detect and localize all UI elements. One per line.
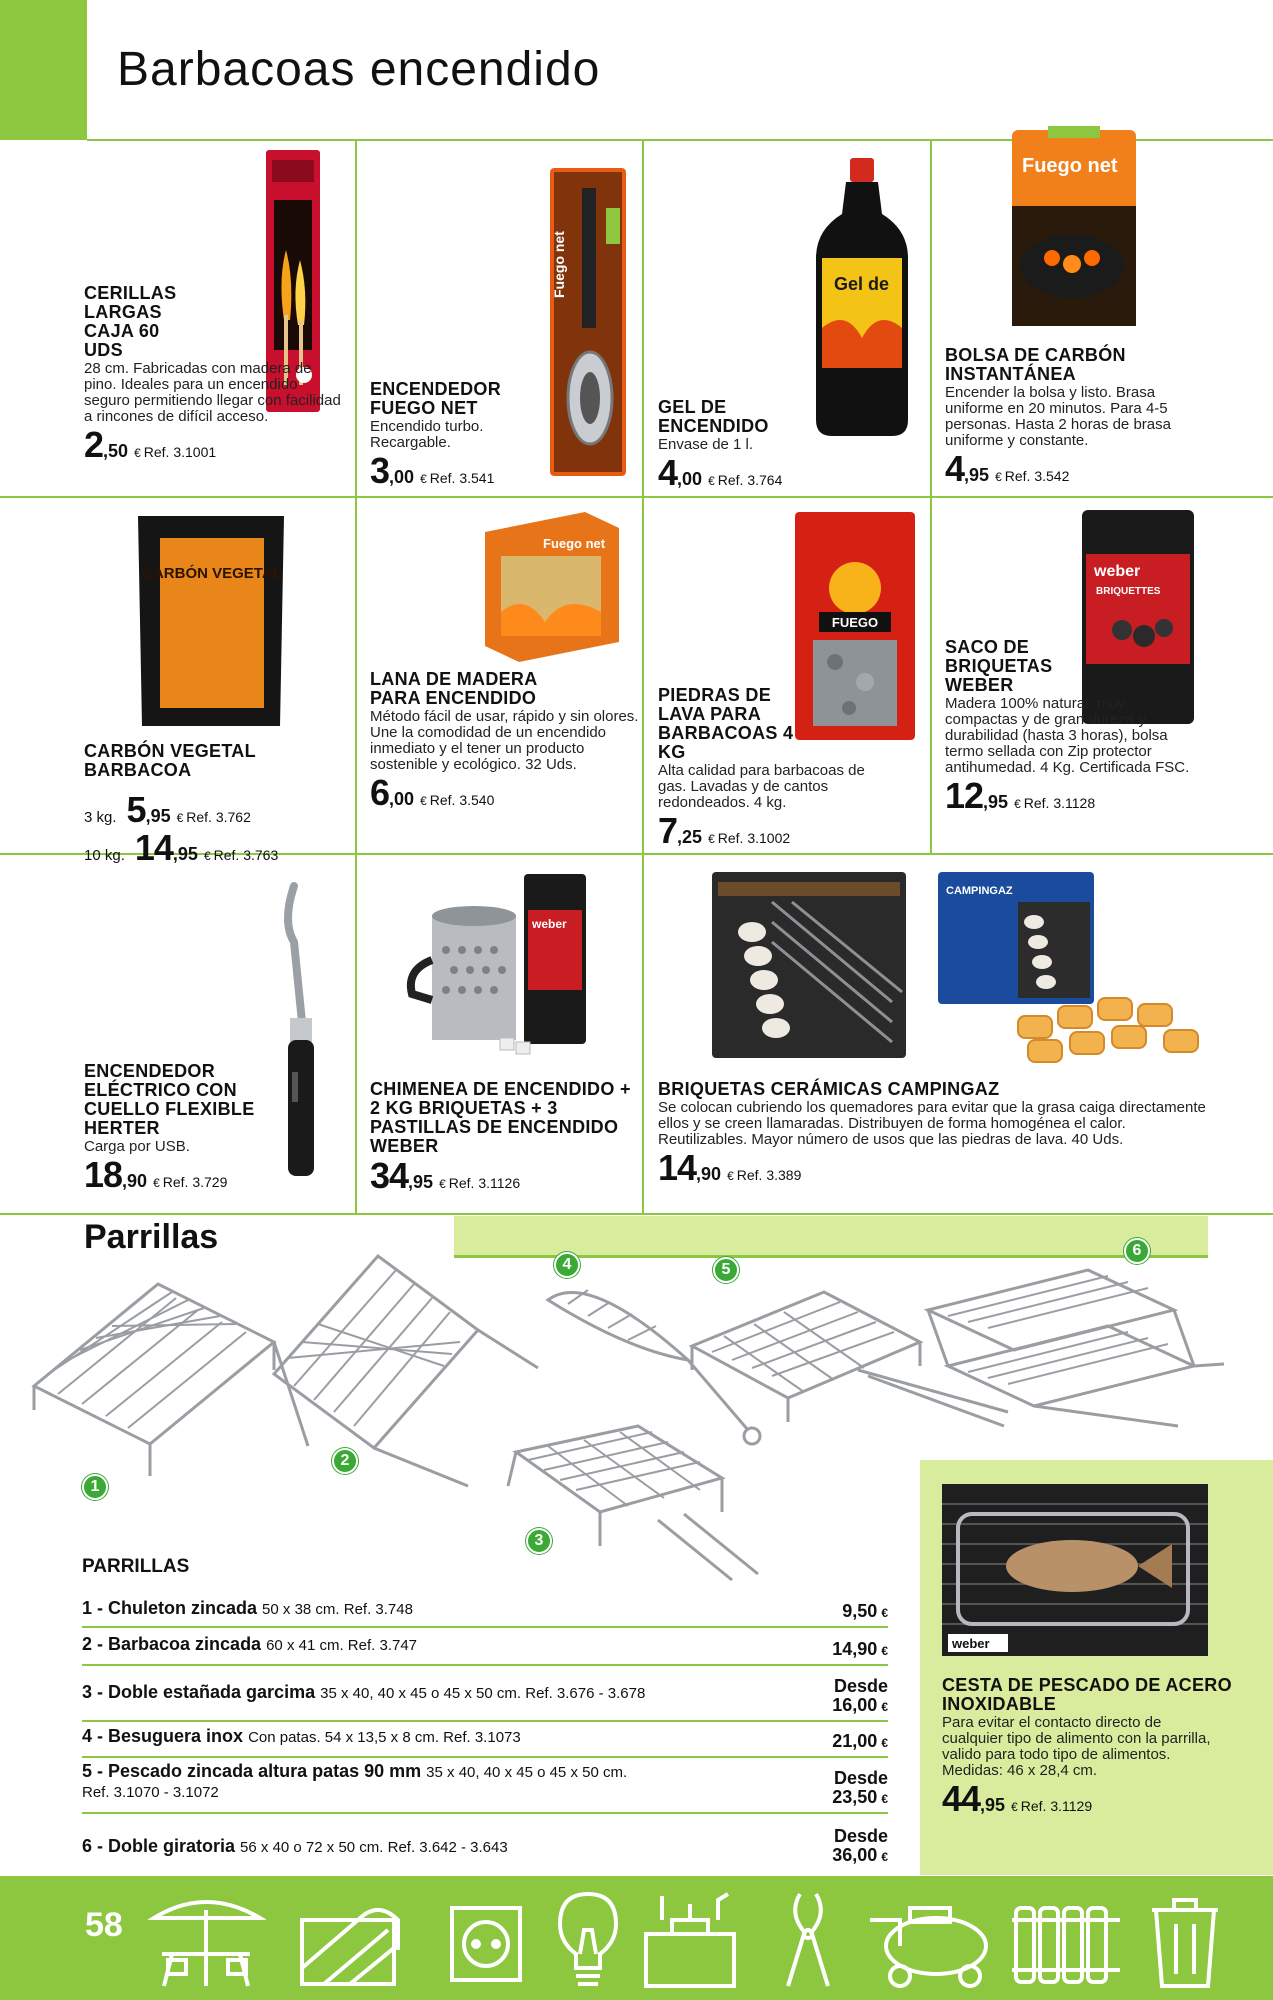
svg-text:Fuego net: Fuego net bbox=[551, 231, 567, 298]
campingaz-box-image bbox=[938, 872, 1094, 1004]
page-title: Barbacoas encendido bbox=[117, 43, 601, 96]
socket-icon bbox=[448, 1890, 524, 1990]
grill-badge: 5 bbox=[713, 1257, 739, 1283]
svg-text:FUEGO: FUEGO bbox=[831, 615, 879, 630]
grill-badge: 4 bbox=[554, 1252, 580, 1278]
wood-wool-box-image bbox=[485, 512, 619, 662]
product-card-fish-basket bbox=[942, 1676, 1242, 1817]
chimney-starter-image bbox=[400, 870, 590, 1058]
list-heading: PARRILLAS bbox=[82, 1556, 190, 1577]
svg-text:CAMPINGAZ: CAMPINGAZ bbox=[946, 885, 1013, 897]
header-accent-tab bbox=[0, 0, 87, 140]
product-price: 12 ,95 € Ref. 3.1128 bbox=[945, 775, 1096, 816]
product-card-matches[interactable] bbox=[84, 284, 354, 463]
product-name: CARBÓN VEGETAL BARBACOA bbox=[84, 741, 256, 780]
parasol-icon bbox=[148, 1890, 266, 1990]
product-card-chimney-starter[interactable] bbox=[370, 1080, 640, 1194]
featured-panel[interactable] bbox=[920, 1460, 1273, 1875]
product-card-lava-stones[interactable] bbox=[658, 686, 928, 849]
fish-basket-image bbox=[942, 1484, 1208, 1656]
product-price: 14 ,90 € Ref. 3.389 bbox=[658, 1147, 802, 1188]
pruning-shears-icon bbox=[780, 1890, 836, 1990]
gel-bottle-image bbox=[816, 158, 908, 436]
product-price: 7 ,25 € Ref. 3.1002 bbox=[658, 810, 791, 851]
grill-badge: 6 bbox=[1124, 1238, 1150, 1264]
grid-divider bbox=[0, 1213, 1273, 1215]
product-description: Madera 100% natural, muy compactas y de gran dureza y durabilidad (hasta 3 horas), bolsa termo sellada con Zip protector antihumedad. 4 Kg. Certificada FSC. bbox=[945, 695, 1190, 776]
product-price-variant: 3 kg. 5 ,95 € Ref. 3.762 bbox=[84, 789, 251, 830]
product-name: ENCENDEDOR ELÉCTRICO CON CUELLO FLEXIBLE HERTER bbox=[84, 1061, 255, 1138]
product-name: GEL DE ENCENDIDO bbox=[658, 397, 769, 436]
svg-text:Fuego net: Fuego net bbox=[543, 536, 606, 551]
bin-icon bbox=[1146, 1890, 1224, 1990]
product-card-electric-lighter[interactable] bbox=[84, 1062, 354, 1193]
product-price-variant: 10 kg. 14 ,95 € Ref. 3.763 bbox=[84, 827, 279, 868]
wood-planks-icon bbox=[298, 1890, 402, 1990]
product-card-weber-briquettes[interactable] bbox=[945, 638, 1190, 814]
lightbulb-icon bbox=[556, 1890, 620, 1994]
product-description: 28 cm. Fabricadas con madera de pino. Ideales para un encendido seguro permitiendo llegar con facilidad a rincones de difícil acceso. bbox=[84, 360, 341, 425]
product-card-lighter[interactable] bbox=[370, 380, 560, 489]
list-row[interactable]: 6 - Doble giratoria 56 x 40 o 72 x 50 cm. Ref. 3.642 - 3.643 Desde 36,00 € bbox=[82, 1826, 888, 1865]
svg-text:BRIQUETTES: BRIQUETTES bbox=[1096, 586, 1161, 597]
lighter-package-image bbox=[550, 168, 626, 476]
list-row[interactable]: 4 - Besuguera inox Con patas. 54 x 13,5 x 8 cm. Ref. 3.1073 21,00 € bbox=[82, 1726, 888, 1758]
grid-divider bbox=[0, 496, 1273, 498]
list-row[interactable]: 3 - Doble estañada garcima 35 x 40, 40 x 45 o 45 x 50 cm. Ref. 3.676 - 3.678 Desde 16,00 € bbox=[82, 1670, 888, 1722]
product-description: Encendido turbo. Recargable. bbox=[370, 418, 484, 451]
product-description: Se colocan cubriendo los quemadores para evitar que la grasa caiga directamente ellos y se creen llamaradas. Distribuyen de forma homogénea el calor. Reutilizables. Mayor número de usos que las piedras de lava. 40 Uds. bbox=[658, 1099, 1206, 1148]
product-price: 4 ,95 € Ref. 3.542 bbox=[945, 448, 1070, 489]
svg-text:CARBÓN VEGETAL: CARBÓN VEGETAL bbox=[142, 565, 282, 582]
product-description: Alta calidad para barbacoas de gas. Lavadas y de cantos redondeados. 4 kg. bbox=[658, 762, 865, 811]
grill-badge: 1 bbox=[82, 1474, 108, 1500]
product-price: 4 ,00 € Ref. 3.764 bbox=[658, 452, 783, 493]
ceramic-briquettes-image bbox=[1014, 996, 1206, 1068]
grill-with-briquettes-image bbox=[712, 872, 906, 1058]
list-row[interactable]: 2 - Barbacoa zincada 60 x 41 cm. Ref. 3.747 14,90 € bbox=[82, 1634, 888, 1666]
product-name: PIEDRAS DE LAVA PARA BARBACOAS 4 KG bbox=[658, 685, 794, 762]
product-name: CHIMENEA DE ENCENDIDO + 2 KG BRIQUETAS + 3 PASTILLAS DE ENCENDIDO WEBER bbox=[370, 1079, 631, 1156]
product-card-charcoal-bag[interactable] bbox=[945, 346, 1195, 487]
svg-text:Gel de: Gel de bbox=[834, 274, 890, 294]
product-name: CERILLAS LARGAS CAJA 60 UDS bbox=[84, 283, 177, 360]
compressor-icon bbox=[866, 1890, 992, 1990]
charcoal-sack-image bbox=[132, 512, 290, 730]
section-title: Parrillas bbox=[84, 1218, 219, 1256]
product-price: 3 ,00 € Ref. 3.541 bbox=[370, 450, 495, 491]
product-description: Envase de 1 l. bbox=[658, 436, 754, 453]
product-card-gel[interactable] bbox=[658, 398, 818, 491]
product-description: Encender la bolsa y listo. Brasa uniforme en 20 minutos. Para 4-5 personas. Hasta 2 horas de brasa uniforme y constante. bbox=[945, 384, 1171, 449]
page-number: 58 bbox=[85, 1906, 123, 1944]
svg-text:weber: weber bbox=[532, 917, 567, 931]
radiator-icon bbox=[1010, 1890, 1122, 1990]
svg-text:weber: weber bbox=[1094, 563, 1141, 580]
product-card-ceramic-briquettes[interactable] bbox=[658, 1080, 1218, 1186]
product-price: 34 ,95 € Ref. 3.1126 bbox=[370, 1155, 521, 1196]
product-name: ENCENDEDOR FUEGO NET bbox=[370, 379, 502, 418]
list-row[interactable]: 1 - Chuleton zincada 50 x 38 cm. Ref. 3.748 9,50 € bbox=[82, 1598, 888, 1628]
grid-divider bbox=[642, 140, 644, 1213]
product-price: 6 ,00 € Ref. 3.540 bbox=[370, 772, 495, 813]
svg-text:weber: weber bbox=[952, 1636, 990, 1651]
product-price: 18 ,90 € Ref. 3.729 bbox=[84, 1154, 228, 1195]
product-description: Método fácil de usar, rápido y sin olores. Une la comodidad de un encendido inmediato y el tener un producto sostenible y ecológico. 32 Uds. bbox=[370, 708, 639, 773]
product-name: BOLSA DE CARBÓN INSTANTÁNEA bbox=[945, 345, 1126, 384]
product-card-wood-wool[interactable] bbox=[370, 670, 640, 811]
grid-divider bbox=[355, 140, 357, 1213]
list-row[interactable]: 5 - Pescado zincada altura patas 90 mm 35 x 40, 40 x 45 o 45 x 50 cm. Ref. 3.1070 - 3.1072 Desde 23,50 € bbox=[82, 1762, 888, 1814]
grid-divider bbox=[930, 140, 932, 853]
product-name: BRIQUETAS CERÁMICAS CAMPINGAZ bbox=[658, 1079, 1000, 1099]
charcoal-bag-image bbox=[1008, 126, 1140, 328]
product-name: SACO DE BRIQUETAS WEBER bbox=[945, 637, 1053, 695]
product-price: 2 ,50 € Ref. 3.1001 bbox=[84, 424, 217, 465]
grill-badge: 3 bbox=[526, 1528, 552, 1554]
grill-badge: 2 bbox=[332, 1448, 358, 1474]
product-price: 44 ,95 € Ref. 3.1129 bbox=[942, 1778, 1093, 1819]
product-name: CESTA DE PESCADO DE ACERO INOXIDABLE bbox=[942, 1675, 1232, 1714]
product-name: LANA DE MADERA PARA ENCENDIDO bbox=[370, 669, 537, 708]
svg-text:Fuego net: Fuego net bbox=[1022, 155, 1118, 177]
product-description: Para evitar el contacto directo de cualquier tipo de alimento con la parrilla, valido para todo tipo de alimentos. Medidas: 46 x 28,4 cm. bbox=[942, 1714, 1211, 1779]
toolbox-icon bbox=[642, 1890, 738, 1990]
product-card-charcoal-sack[interactable] bbox=[84, 742, 354, 866]
product-description: Carga por USB. bbox=[84, 1138, 190, 1155]
